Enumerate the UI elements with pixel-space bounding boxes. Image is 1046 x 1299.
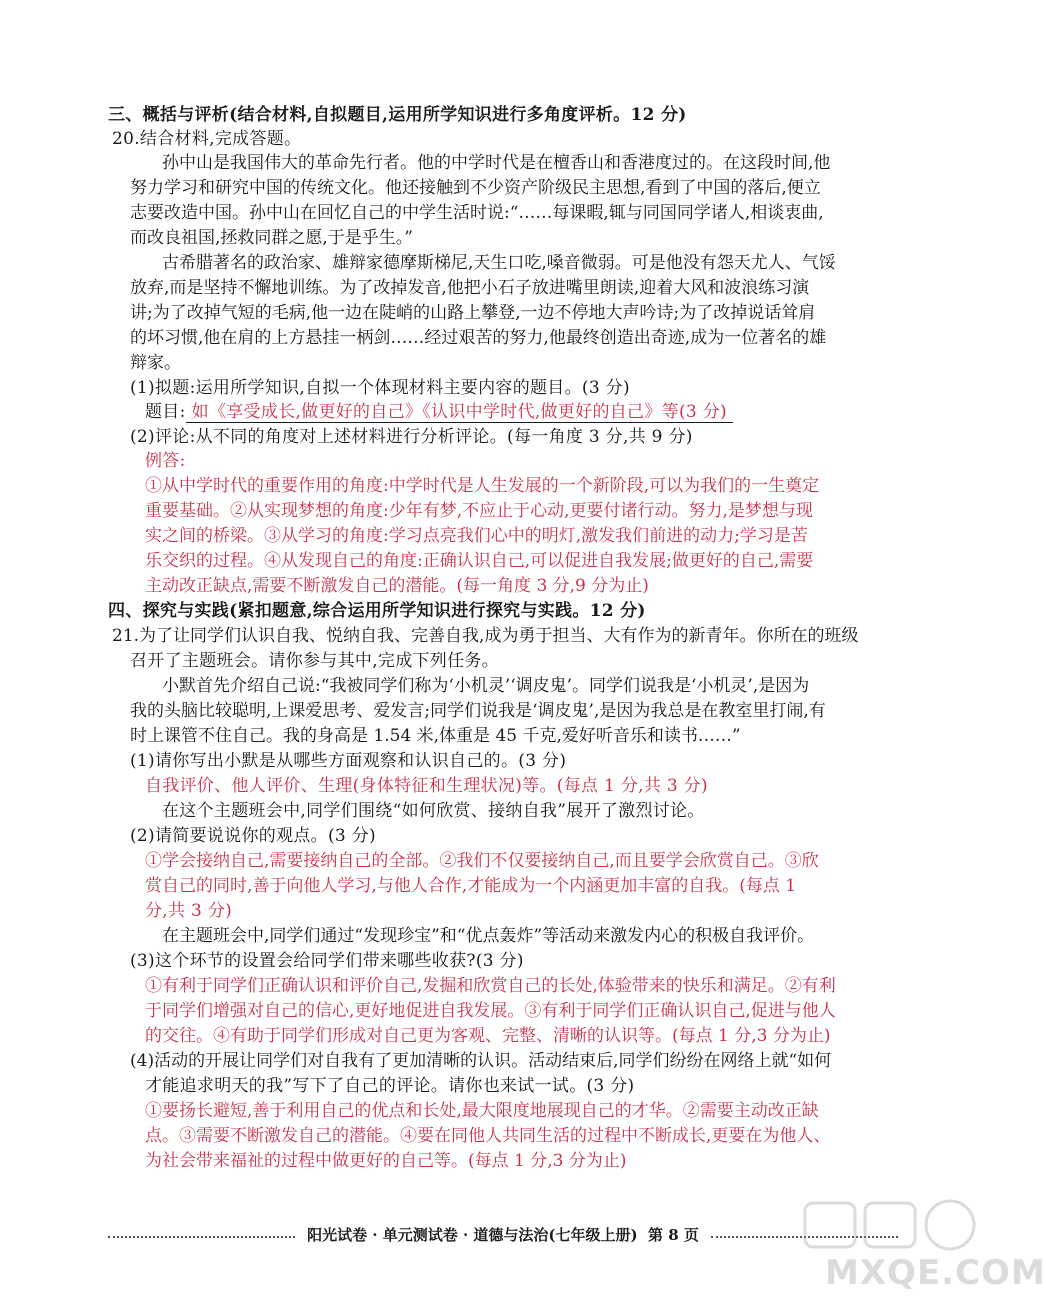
question-4-3: (3)这个环节的设置会给同学们带来哪些收获?(3 分)	[130, 951, 524, 971]
watermark-stamp-icon	[795, 1195, 985, 1255]
answer-line: 赏自己的同时,善于向他人学习,与他人合作,才能成为一个内涵更加丰富的自我。(每点 1	[145, 876, 797, 896]
footer-title	[295, 1224, 711, 1245]
watermark-logo	[795, 1195, 1046, 1295]
answer-line: 主动改正缺点,需要不断激发自己的潜能。(每一角度 3 分,9 分为止)	[145, 576, 649, 596]
section4-heading: 四、探究与实践(紧扣题意,综合运用所学知识进行探究与实践。12 分)	[108, 601, 646, 621]
answer-line: 实之间的桥梁。③从学习的角度:学习点亮我们心中的明灯,激发我们前进的动力;学习是苦	[145, 526, 808, 546]
answer-line: ①从中学时代的重要作用的角度:中学时代是人生发展的一个新阶段,可以为我们的一生奠定	[145, 476, 820, 496]
question-4-1: (1)请你写出小默是从哪些方面观察和认识自己的。(3 分)	[130, 751, 567, 771]
answer-line: ①有利于同学们正确认识和评价自己,发掘和欣赏自己的长处,体验带来的快乐和满足。②有利	[145, 976, 836, 996]
question-4-4: 才能追求明天的我”写下了自己的评论。请你也来试一试。(3 分)	[145, 1076, 635, 1096]
example-label: 例答:	[145, 451, 186, 471]
answer-line: ①要扬长避短,善于利用自己的优点和长处,最大限度地展现自己的才华。②需要主动改正缺	[145, 1101, 819, 1121]
q21-intro: 21.为了让同学们认识自我、悦纳自我、完善自我,成为勇于担当、大有作为的新青年。你所在的班级	[112, 626, 859, 646]
material-line: 小默首先介绍自己说:“我被同学们称为‘小机灵’‘调皮鬼’。同学们说我是‘小机灵’,是因为	[162, 676, 810, 696]
material-line: 放弃,而是坚持不懈地训练。为了改掉发音,他把小石子放进嘴里朗读,迎着大风和波浪练习演	[130, 278, 810, 298]
material-line: 的坏习惯,他在肩的上方悬挂一柄剑……经过艰苦的努力,他最终创造出奇迹,成为一位著名的雄	[130, 328, 827, 348]
material-line: 我的头脑比较聪明,上课爱思考、爱发言;同学们说我是‘调皮鬼’,是因为我总是在教室里打闹,有	[130, 701, 826, 721]
title-answer-row	[145, 400, 733, 424]
page-number: 第 8 页	[648, 1226, 699, 1244]
answer-line: ①学会接纳自己,需要接纳自己的全部。②我们不仅要接纳自己,而且要学会欣赏自己。③欣	[145, 851, 819, 871]
title-answer: 如《享受成长,做更好的自己》《认识中学时代,做更好的自己》等(3 分)	[186, 402, 733, 423]
stem-line: 在主题班会中,同学们通过“发现珍宝”和“优点轰炸”等活动来激发内心的积极自我评价。	[162, 926, 815, 946]
answer-line: 乐交织的过程。④从发现自己的角度:正确认识自己,可以促进自我发展;做更好的自己,需要	[145, 551, 814, 571]
section3-heading: 三、概括与评析(结合材料,自拟题目,运用所学知识进行多角度评析。12 分)	[108, 105, 687, 125]
material-line: 志要改造中国。孙中山在回忆自己的中学生活时说:“……每课暇,辄与同国同学诸人,相谈衷曲,	[130, 203, 824, 223]
q20-intro: 20.结合材料,完成答题。	[112, 129, 302, 149]
question-3-1: (1)拟题:运用所学知识,自拟一个体现材料主要内容的题目。(3 分)	[130, 378, 630, 398]
material-line: 时上课管不住自己。我的身高是 1.54 米,体重是 45 千克,爱好听音乐和读书……”	[130, 726, 741, 746]
answer-line: 自我评价、他人评价、生理(身体特征和生理状况)等。(每点 1 分,共 3 分)	[145, 776, 708, 796]
material-line: 而改良祖国,拯救同群之愿,于是乎生。”	[130, 228, 413, 248]
title-label: 题目:	[145, 402, 186, 422]
stem-line: 在这个主题班会中,同学们围绕“如何欣赏、接纳自我”展开了激烈讨论。	[162, 801, 705, 821]
answer-line: 点。③需要不断激发自己的潜能。④要在同他人共同生活的过程中不断成长,更要在为他人、	[145, 1126, 831, 1146]
answer-line: 于同学们增强对自己的信心,更好地促进自我发展。③有利于同学们正确认识自己,促进与他人	[145, 1001, 836, 1021]
answer-line: 重要基础。②从实现梦想的角度:少年有梦,不应止于心动,更要付诸行动。努力,是梦想与现	[145, 501, 813, 521]
material-line: 努力学习和研究中国的传统文化。他还接触到不少资产阶级民主思想,看到了中国的落后,便立	[130, 178, 821, 198]
answer-line: 分,共 3 分)	[145, 901, 233, 921]
question-4-4: (4)活动的开展让同学们对自我有了更加清晰的认识。活动结束后,同学们纷纷在网络上就“如何	[130, 1051, 832, 1071]
question-3-2: (2)评论:从不同的角度对上述材料进行分析评论。(每一角度 3 分,共 9 分)	[130, 427, 693, 447]
material-line: 辩家。	[130, 353, 181, 373]
material-line: 讲;为了改掉气短的毛病,他一边在陡峭的山路上攀登,一边不停地大声吟诗;为了改掉说话耸肩	[130, 303, 816, 323]
footer-book-title: 阳光试卷 · 单元测试卷 · 道德与法治(七年级上册)	[307, 1226, 638, 1244]
footer-divider	[108, 1236, 295, 1238]
watermark-text: MXQE.COM	[825, 1253, 1046, 1293]
page-footer	[108, 1224, 898, 1245]
answer-line: 的交往。④有助于同学们形成对自己更为客观、完整、清晰的认识等。(每点 1 分,3 分为止)	[145, 1026, 831, 1046]
answer-line: 为社会带来福祉的过程中做更好的自己等。(每点 1 分,3 分为止)	[145, 1151, 627, 1171]
question-4-2: (2)请简要说说你的观点。(3 分)	[130, 826, 376, 846]
material-line: 孙中山是我国伟大的革命先行者。他的中学时代是在檀香山和香港度过的。在这段时间,他	[162, 153, 831, 173]
material-line: 古希腊著名的政治家、雄辩家德摩斯梯尼,天生口吃,嗓音微弱。可是他没有怨天尤人、气馁	[162, 253, 836, 273]
q21-intro: 召开了主题班会。请你参与其中,完成下列任务。	[130, 651, 500, 671]
